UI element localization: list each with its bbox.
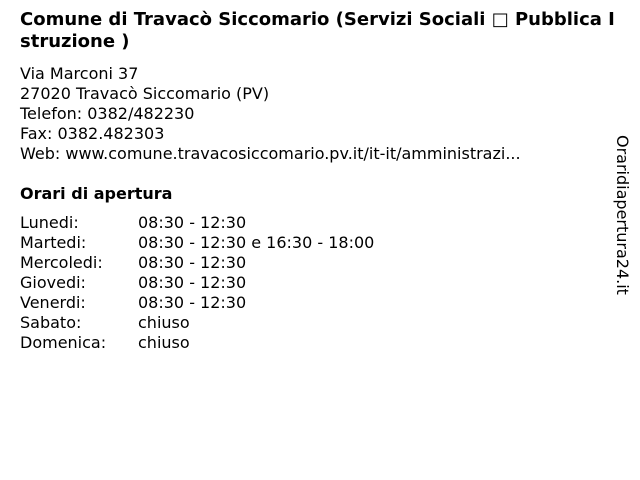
day-hours: 08:30 - 12:30 [138, 213, 247, 232]
day-hours: 08:30 - 12:30 [138, 253, 247, 272]
fax-number: Fax: 0382.482303 [20, 124, 165, 143]
day-label: Giovedi: [20, 273, 86, 292]
street-address: Via Marconi 37 [20, 64, 139, 83]
day-hours: chiuso [138, 313, 190, 332]
hours-row-mercoledi [20, 253, 374, 273]
page-title: Comune di Travacò Siccomario (Servizi Sociali □ Pubblica Istruzione ) [20, 9, 615, 52]
hours-row-lunedi [20, 213, 374, 233]
contact-block [20, 64, 610, 164]
day-label: Lunedi: [20, 213, 79, 232]
day-hours: chiuso [138, 333, 190, 352]
website-link[interactable]: Web: www.comune.travacosiccomario.pv.it/it-it/amministrazi... [20, 144, 521, 163]
day-label: Venerdi: [20, 293, 86, 312]
day-label: Martedi: [20, 233, 87, 252]
hours-row-domenica [20, 333, 374, 353]
opening-hours-heading: Orari di apertura [20, 184, 173, 203]
site-watermark: Oraridiapertura24.it [613, 135, 632, 295]
day-hours: 08:30 - 12:30 [138, 293, 247, 312]
day-label: Domenica: [20, 333, 107, 352]
hours-row-giovedi [20, 273, 374, 293]
phone-number: Telefon: 0382/482230 [20, 104, 195, 123]
city-address: 27020 Travacò Siccomario (PV) [20, 84, 270, 103]
opening-hours-table [20, 213, 374, 353]
day-label: Mercoledi: [20, 253, 103, 272]
day-hours: 08:30 - 12:30 [138, 273, 247, 292]
hours-row-venerdi [20, 293, 374, 313]
day-label: Sabato: [20, 313, 82, 332]
day-hours: 08:30 - 12:30 e 16:30 - 18:00 [138, 233, 375, 252]
hours-row-sabato [20, 313, 374, 333]
hours-row-martedi [20, 233, 374, 253]
